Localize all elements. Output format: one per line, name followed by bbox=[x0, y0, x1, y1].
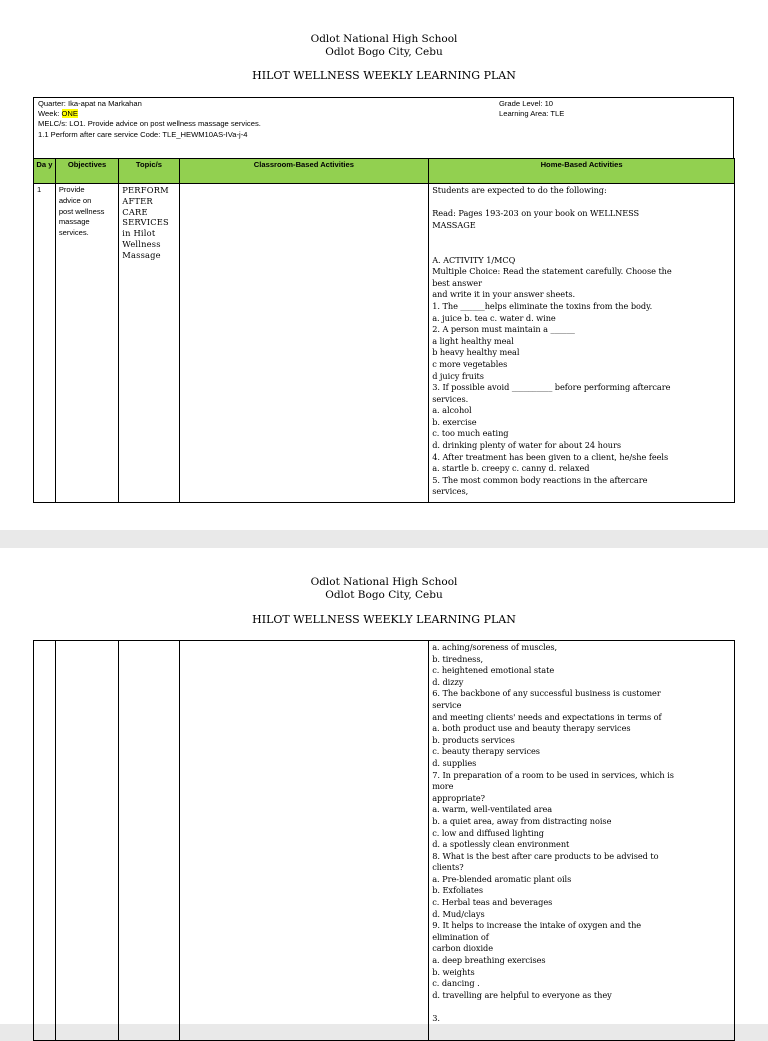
code-text: 1.1 Perform after care service Code: TLE_HEWM10AS-IVa-j-4 bbox=[38, 129, 248, 139]
home-activity-line: 3. bbox=[432, 1013, 440, 1023]
home-activity-line: Students are expected to do the following: bbox=[432, 185, 607, 195]
week-text: Week: ONE bbox=[38, 109, 78, 119]
home-activity-line: 3. If possible avoid __________ before performing aftercare bbox=[432, 382, 671, 393]
home-activity-line: a. deep breathing exercises bbox=[432, 955, 546, 966]
home-activity-line: 6. The backbone of any successful business is customer bbox=[432, 688, 661, 699]
home-activity-line: b. tiredness, bbox=[432, 653, 484, 664]
home-activities-cell bbox=[429, 641, 735, 1041]
home-activity-line: b. a quiet area, away from distracting noise bbox=[432, 815, 612, 826]
home-activity-line: c. too much eating bbox=[432, 428, 509, 439]
home-activity-line: A. ACTIVITY 1/MCQ bbox=[432, 254, 516, 265]
home-activity-line: a. aching/soreness of muscles, bbox=[432, 642, 558, 652]
home-activity-line: best answer bbox=[432, 277, 482, 288]
topic-line: Massage bbox=[122, 249, 161, 260]
topic-line: in Hilot bbox=[122, 228, 156, 239]
home-activity-line: appropriate? bbox=[432, 792, 485, 803]
week-value: ONE bbox=[61, 109, 78, 119]
home-activity-line: and meeting clients' needs and expectations in terms of bbox=[432, 711, 662, 722]
school-address: Odlot Bogo City, Cebu bbox=[325, 589, 443, 601]
home-activity-line: 9. It helps to increase the intake of oxygen and the bbox=[432, 920, 642, 931]
home-activity-line: d. dizzy bbox=[432, 676, 464, 687]
learning-plan-table-continued bbox=[33, 640, 735, 1041]
learning-area-text: Learning Area: TLE bbox=[499, 109, 565, 119]
home-activity-line: d. a spotlessly clean environment bbox=[432, 839, 570, 850]
home-activity-line: d. drinking plenty of water for about 24 hours bbox=[432, 440, 621, 451]
learning-plan-table bbox=[33, 158, 735, 503]
home-activity-line: b heavy healthy meal bbox=[432, 347, 520, 358]
col-header-topics: Topic/s bbox=[119, 159, 179, 184]
home-activity-line: and write it in your answer sheets. bbox=[432, 289, 576, 300]
home-activity-line: d. travelling are helpful to everyone as they bbox=[432, 989, 612, 1000]
home-activity-line: 1. The ______helps eliminate the toxins from the body. bbox=[432, 300, 653, 311]
col-header-classroom: Classroom-Based Activities bbox=[179, 159, 429, 184]
objectives-cell bbox=[55, 184, 118, 503]
topics-cell bbox=[119, 641, 179, 1041]
table-row bbox=[34, 641, 735, 1041]
plan-info-box bbox=[33, 97, 734, 159]
home-activity-line bbox=[432, 1001, 731, 1013]
objective-line: services. bbox=[58, 228, 89, 238]
home-activity-line: elimination of bbox=[432, 931, 489, 942]
day-cell: 1 bbox=[34, 184, 56, 503]
table-row bbox=[34, 184, 735, 503]
plan-title: HILOT WELLNESS WEEKLY LEARNING PLAN bbox=[252, 613, 516, 626]
classroom-activities-cell bbox=[179, 641, 429, 1041]
col-header-day: Da y bbox=[34, 159, 56, 184]
home-activity-line bbox=[432, 243, 731, 255]
topic-line: Wellness bbox=[122, 238, 161, 249]
col-header-objectives: Objectives bbox=[55, 159, 118, 184]
school-name: Odlot National High School bbox=[310, 33, 458, 45]
quarter-text: Quarter: Ika-apat na Markahan bbox=[38, 99, 142, 108]
home-activity-line: 5. The most common body reactions in the aftercare bbox=[432, 474, 648, 485]
home-activity-line: a. warm, well-ventilated area bbox=[432, 804, 553, 815]
home-activity-line: a. both product use and beauty therapy services bbox=[432, 723, 631, 734]
home-activity-line: MASSAGE bbox=[432, 219, 476, 230]
home-activity-line: a. startle b. creepy c. canny d. relaxed bbox=[432, 463, 590, 474]
home-activity-line: b. exercise bbox=[432, 416, 477, 427]
home-activity-line: d. Mud/clays bbox=[432, 908, 485, 919]
home-activity-line: services. bbox=[432, 393, 469, 404]
home-activity-line: clients? bbox=[432, 862, 464, 873]
day-cell bbox=[34, 641, 56, 1041]
grade-level-text: Grade Level: 10 bbox=[499, 99, 554, 108]
melc-text: MELC/s: LO1. Provide advice on post wellness massage services. bbox=[38, 119, 261, 129]
home-activity-line: c. heightened emotional state bbox=[432, 665, 555, 676]
home-activity-line: 2. A person must maintain a ______ bbox=[432, 324, 575, 335]
home-activity-line bbox=[432, 231, 731, 243]
topic-line: SERVICES bbox=[122, 217, 169, 228]
home-activity-line: d. supplies bbox=[432, 757, 477, 768]
home-activity-line: carbon dioxide bbox=[432, 943, 494, 954]
home-activity-line bbox=[432, 197, 731, 209]
home-activity-line: a. Pre-blended aromatic plant oils bbox=[432, 873, 572, 884]
home-activity-line: b. products services bbox=[432, 734, 515, 745]
home-activity-line: 7. In preparation of a room to be used in services, which is bbox=[432, 769, 674, 780]
table-header-row bbox=[34, 159, 735, 184]
objectives-cell bbox=[55, 641, 118, 1041]
home-activity-line: c. beauty therapy services bbox=[432, 746, 540, 757]
objective-line: Provide bbox=[58, 185, 85, 194]
home-activity-line: services, bbox=[432, 486, 469, 497]
topic-line: CARE bbox=[122, 206, 148, 217]
home-activity-line: more bbox=[432, 781, 454, 792]
home-activity-line: a light healthy meal bbox=[432, 335, 514, 346]
school-name: Odlot National High School bbox=[310, 576, 458, 588]
home-activity-line: Read: Pages 193-203 on your book on WELLNESS bbox=[432, 208, 640, 219]
home-activity-line: c. dancing . bbox=[432, 978, 480, 989]
home-activity-line: a. juice b. tea c. water d. wine bbox=[432, 312, 556, 323]
school-address: Odlot Bogo City, Cebu bbox=[325, 46, 443, 58]
topics-cell bbox=[119, 184, 179, 503]
home-activity-line: a. alcohol bbox=[432, 405, 472, 416]
home-activity-line: d juicy fruits bbox=[432, 370, 484, 381]
home-activity-line: Multiple Choice: Read the statement carefully. Choose the bbox=[432, 266, 672, 277]
topic-line: PERFORM bbox=[122, 185, 169, 195]
classroom-activities-cell bbox=[179, 184, 429, 503]
home-activity-line: service bbox=[432, 699, 462, 710]
plan-title: HILOT WELLNESS WEEKLY LEARNING PLAN bbox=[252, 69, 516, 82]
home-activity-line: c more vegetables bbox=[432, 358, 508, 369]
home-activity-line: b. weights bbox=[432, 966, 475, 977]
home-activity-line: 8. What is the best after care products to be advised to bbox=[432, 850, 659, 861]
objective-line: massage bbox=[58, 217, 90, 227]
home-activities-cell bbox=[429, 184, 735, 503]
objective-line: post wellness bbox=[58, 206, 105, 216]
home-activity-line: b. Exfoliates bbox=[432, 885, 483, 896]
topic-line: AFTER bbox=[122, 195, 153, 206]
objective-line: advice on bbox=[58, 195, 92, 205]
col-header-home: Home-Based Activities bbox=[429, 159, 735, 184]
home-activity-line: 4. After treatment has been given to a client, he/she feels bbox=[432, 451, 669, 462]
home-activity-line: c. low and diffused lighting bbox=[432, 827, 544, 838]
home-activity-line: c. Herbal teas and beverages bbox=[432, 897, 553, 908]
